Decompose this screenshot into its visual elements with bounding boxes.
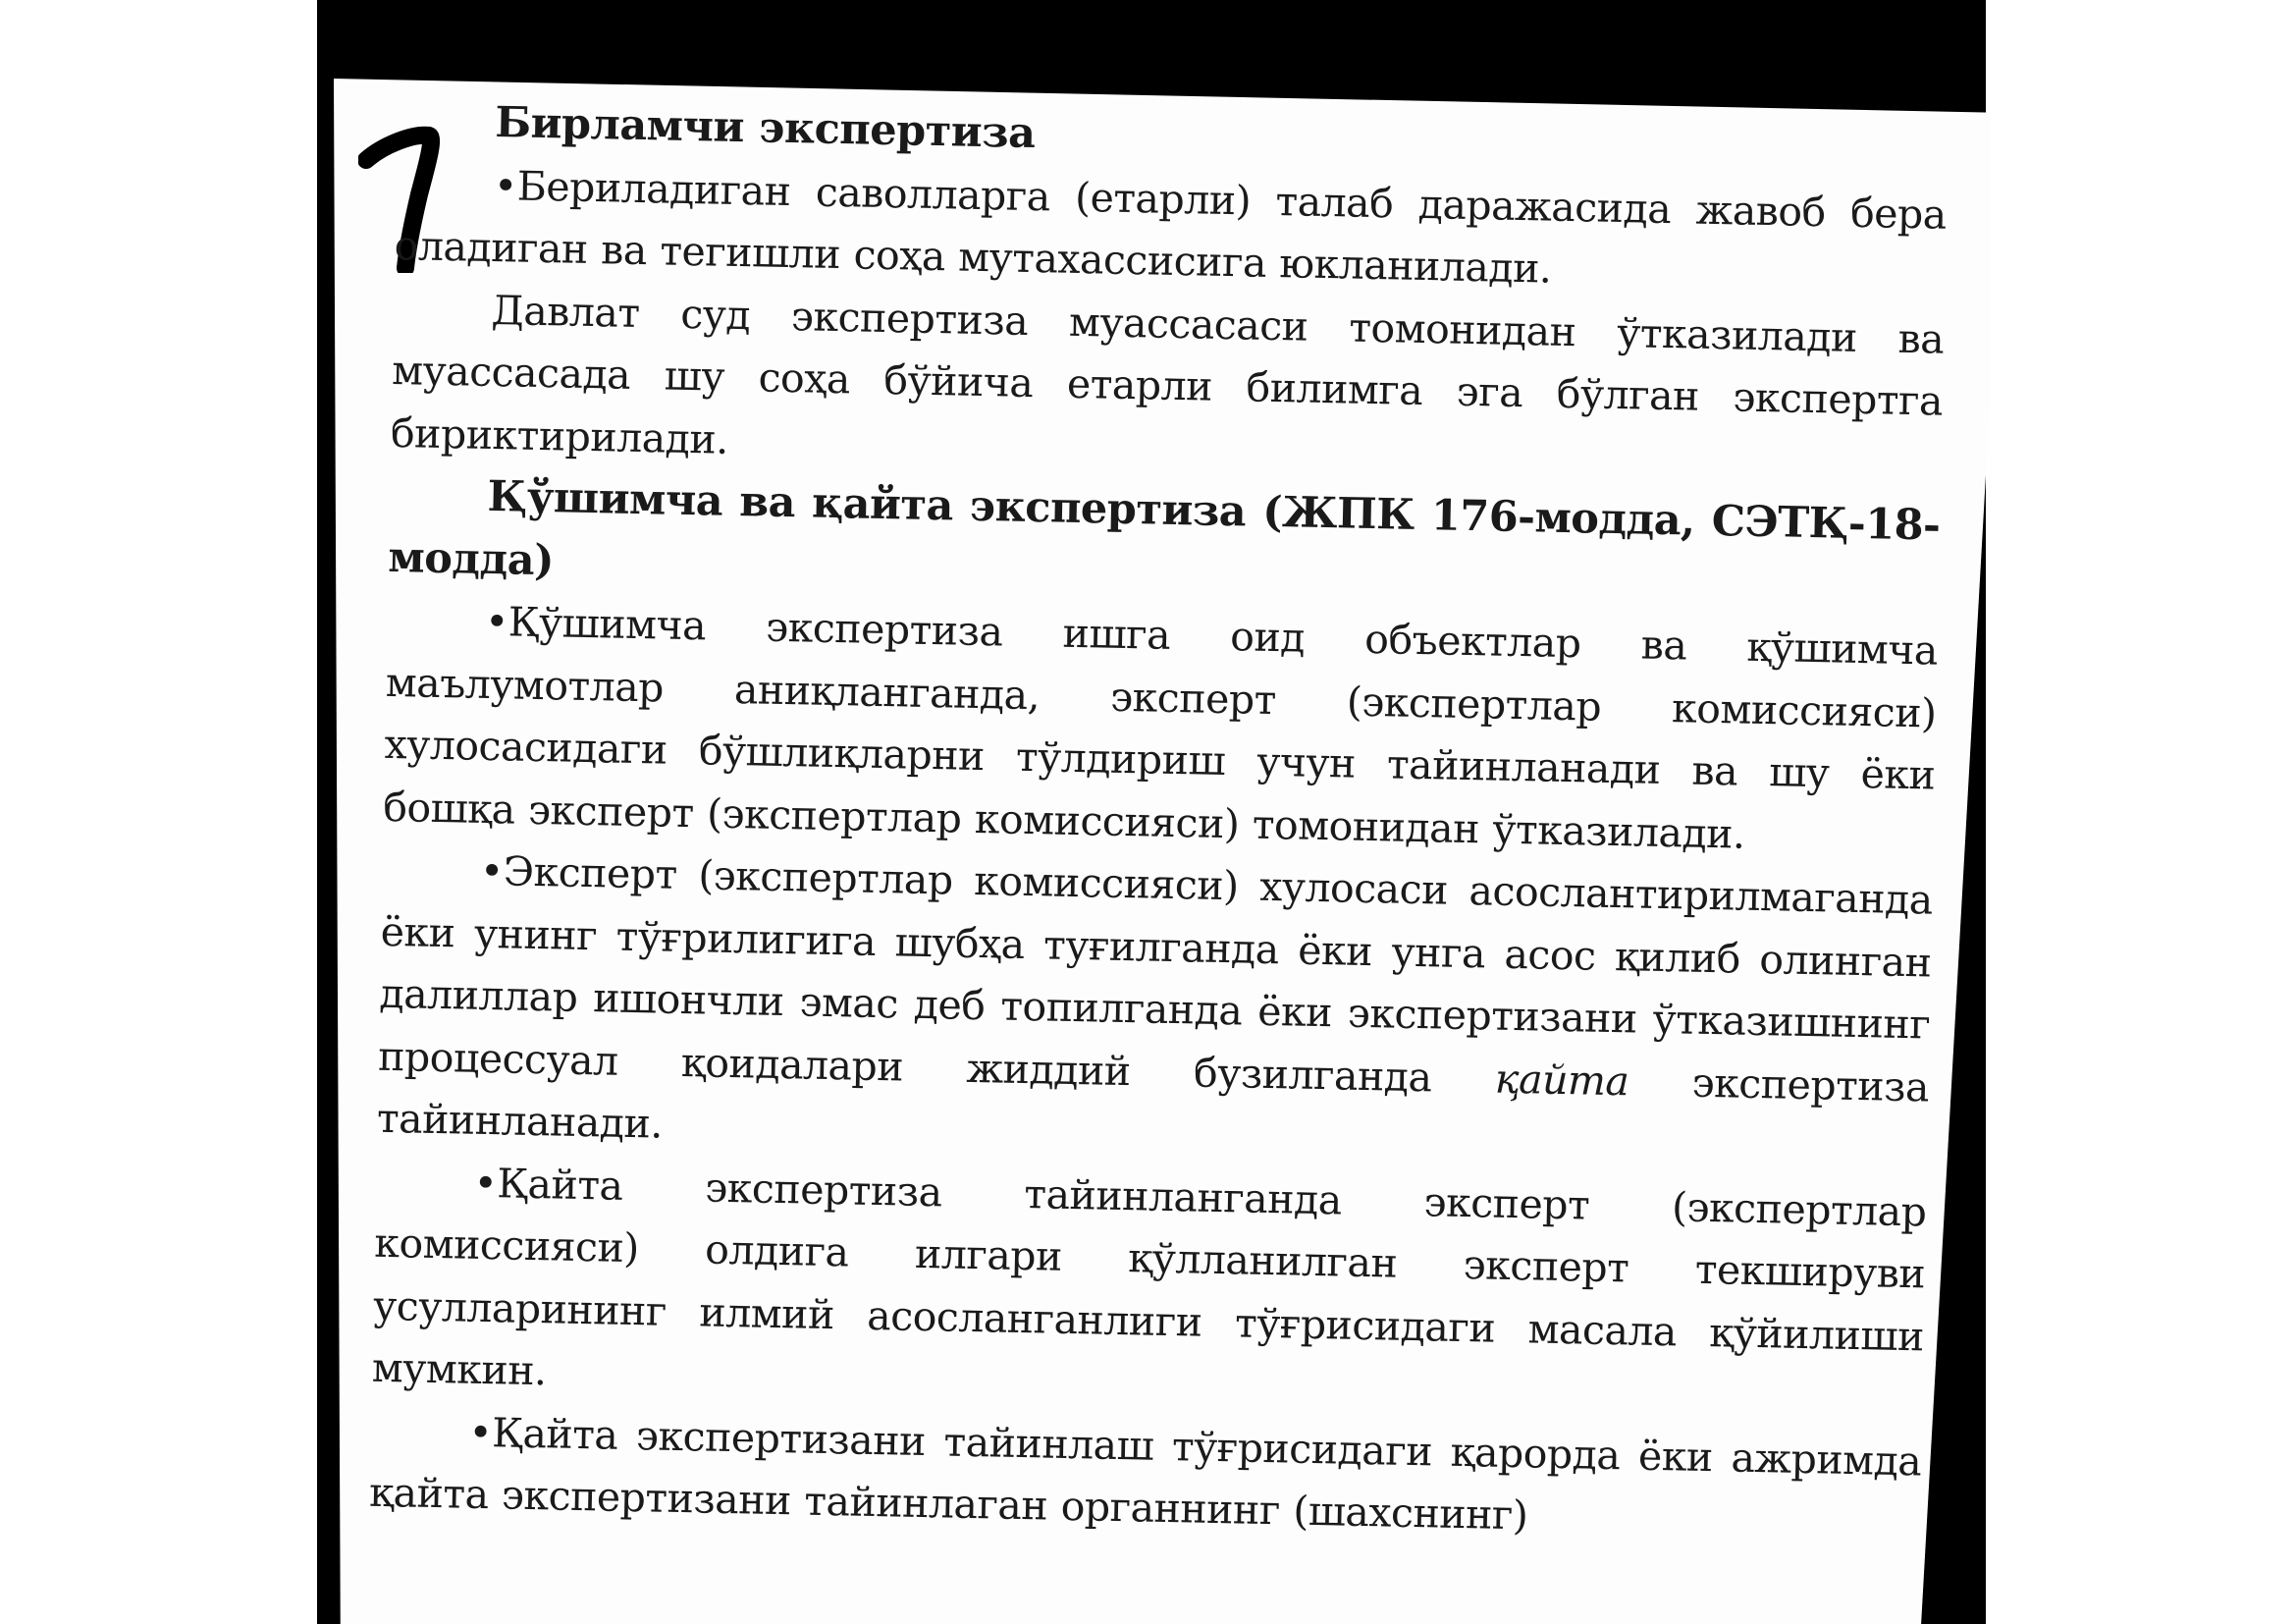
document-body [369,90,1949,1555]
paragraph-4-start: •Эксперт (экспертлар комиссияси) хулосаси асослантирилмаганда ёки унинг тўғрилигига шубҳа туғилганда ёки унга асос қилиб олинган далиллар ишончли эмас деб топилганда ёки экспертизани ўтказишнинг процессуал қоидалари жиддий бузилганда [377,846,1934,1101]
heading-primary-expertise: Бирламчи экспертиза [494,98,1036,159]
heading-additional-repeat-expertise: Қўшимча ва қайта экспертиза (ЖПК 176-модда, СЭТҚ-18-модда) [387,471,1941,585]
paragraph-4-end: экспертиза тайинланади. [376,1058,1930,1148]
paragraph-4 [376,839,1933,1181]
paragraph-1: •Бериладиган саволларга (етарли) талаб даражасида жавоб бера оладиган ва тегишли соҳа мутахассисига юкланилади. [394,161,1948,293]
paragraph-6: •Қайта экспертизани тайинлаш тўғрисидаги қарорда ёки ажримда қайта экспертизани тайинлаган органнинг (шахснинг) [368,1408,1922,1540]
paragraph-2: Давлат суд экспертиза муассасаси томонидан ўтказилади ва муассасада шу соҳа бўйича етарли билимга эга бўлган экспертга бириктирилади. [390,286,1945,463]
paragraph-4-italic: қайта [1494,1055,1629,1105]
paragraph-3: •Қўшимча экспертиза ишга оид объектлар ва қўшимча маълумотлар аниқланганда, эксперт (экспертлар комиссияси) хулосасидаги бўшлиқларни тўлдириш учун тайинланади ва шу ёки бошқа эксперт (экспертлар комиссияси) томонидан ўтказилади. [382,597,1939,858]
paragraph-5: •Қайта экспертиза тайинланганда эксперт (экспертлар комиссияси) олдига илгари қўлланилган эксперт текшируви усулларининг илмий асосланганлиги тўғрисидаги масала қўйилиши мумкин. [371,1159,1927,1395]
